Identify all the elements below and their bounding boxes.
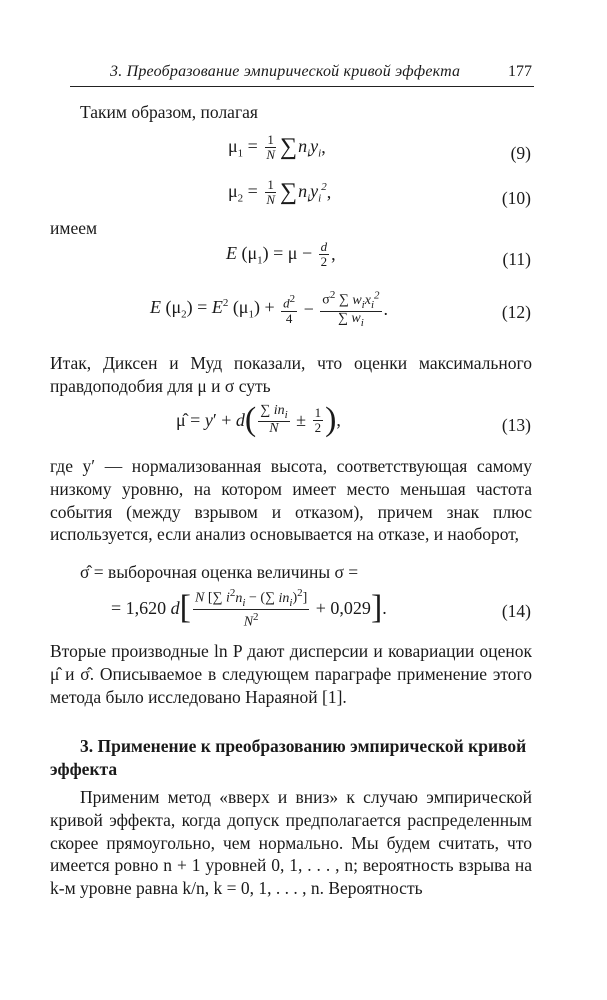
running-header [70,58,534,87]
equation-number-9: (9) [510,143,531,163]
paragraph-have: имеем [50,218,98,238]
page-number: 177 [508,63,532,80]
paragraph-second-derivatives: Вторые производные ln P дают дисперсии и ковариации оценок μ̂ и σ̂. Описываемое в следующем параграфе применение этого метода было исследовано Нараяной [1]. [50,641,532,707]
equation-12: E $(\mu_2) = E^2$ $(\mu_1)$ + $\frac{d^2}{4}$ − $\frac{\sigma^2 \sum w_ix_i^2}{\sum w_i}$ . [150,289,388,330]
equation-number-11: (11) [502,249,531,269]
equation-10: $\mu_2$ = $\frac{1}{N}$ ∑ $n_iy_i^2$ , [228,177,332,207]
equation-9: $\mu_1$ = $\frac{1}{N}$ ∑ $n_iy_i$ , [228,132,326,162]
running-title: 3. Преобразование эмпирической кривой эффекта [110,63,461,80]
paragraph-dixon-mood: Итак, Диксен и Муд показали, что оценки максимального правдоподобия для μ и σ суть [50,353,532,396]
paragraph-sigma-estimate: σ̂ = выборочная оценка величины σ = [80,562,359,582]
equation-number-13: (13) [501,415,531,435]
section-heading: 3. Применение к преобразованию эмпирической кривой эффекта [50,736,527,779]
equation-number-12: (12) [501,302,531,322]
paragraph-application: Применим метод «вверх и вниз» к случаю эмпирической кривой эффекта, когда допуск предполагается распределенным скорее прямоугольно, чем нормально. Мы будем считать, что имеется ровно n + 1 уровней 0, 1, . . . , n; вероятность взрыва на k-м уровне равна k/n, k = 0, 1, . . . , n. Вероятность [50,787,532,899]
equation-13: μ̂ = y′ + d ( $\frac{\sum in_i}{N}$ ± $\frac{1}{2}$ ) , [176,401,341,438]
paragraph-where: где y′ — нормализованная высота, соответствующая самому низкому уровню, на котором имеет место меньшая частота события (между взрывом и отказом), причем знак плюс используется, если анализ основывается на отказе, и наоборот, [50,456,532,545]
equation-number-14: (14) [501,601,531,621]
equation-11: E $(\mu_1) = \mu$ − $\frac{d}{2}$ , [226,239,336,269]
equation-14: = 1,620 d [ $\frac{N [\sum i^2n_i - (\sum in_i)^2]}{N^2}$ + 0,029 ] . [111,587,387,631]
equation-number-10: (10) [501,188,531,208]
paragraph-intro: Таким образом, полагая [80,102,258,122]
